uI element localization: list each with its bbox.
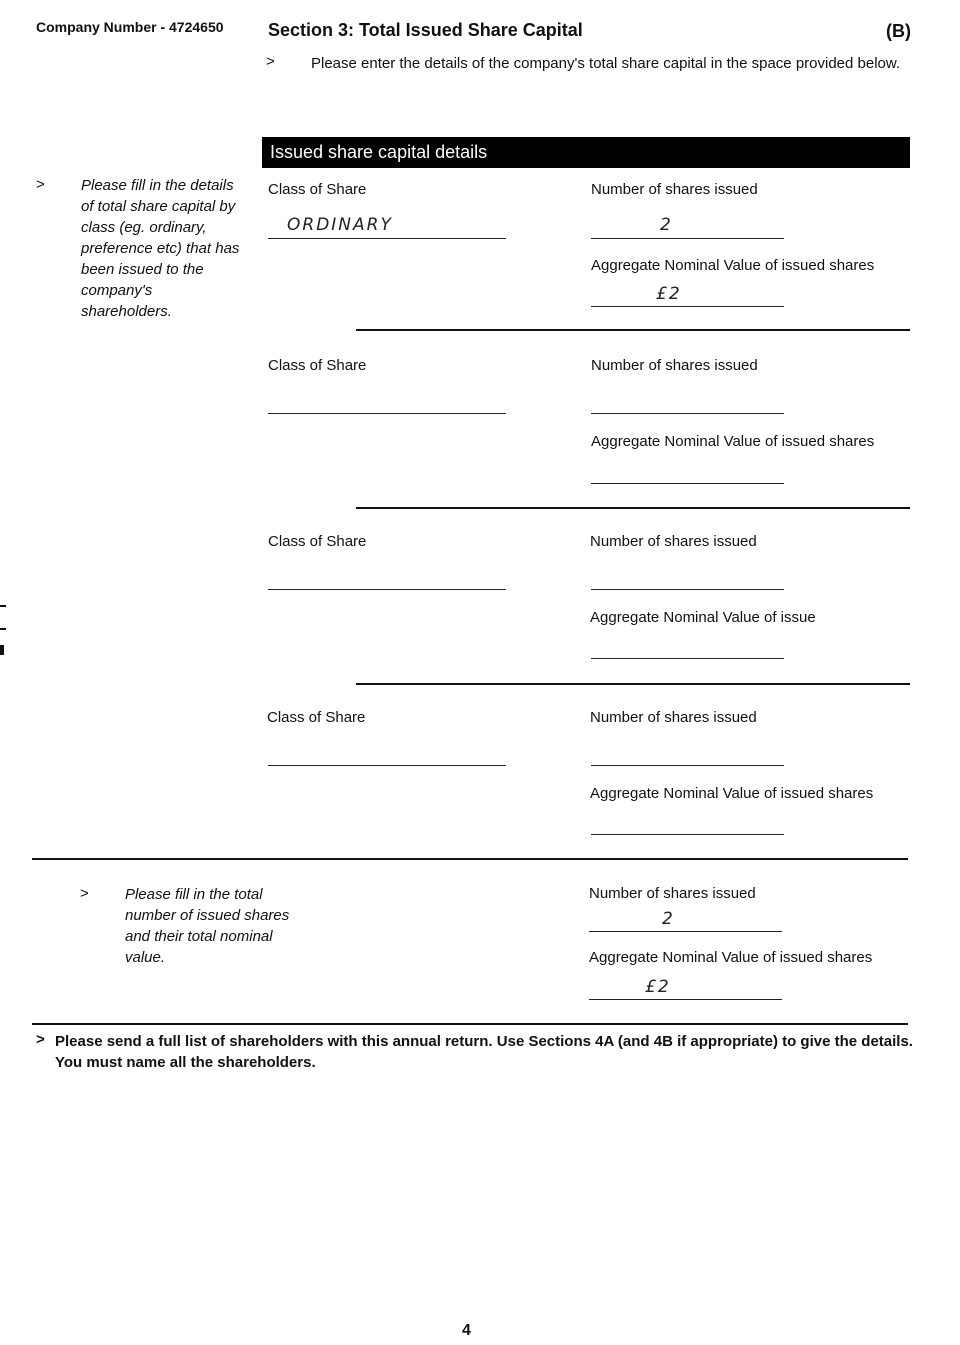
aggregate-nominal-field[interactable]: [591, 306, 784, 307]
intro-text: Please enter the details of the company's total share capital in the space provided below.: [311, 55, 901, 72]
section-code: (B): [886, 21, 911, 41]
hint-arrow-icon: >: [36, 176, 45, 193]
scan-margin-tick: [0, 645, 4, 655]
number-of-shares-field[interactable]: [591, 589, 784, 590]
scan-margin-mark: [0, 605, 6, 607]
total-aggregate-value[interactable]: £2: [645, 977, 671, 997]
class-of-share-label: Class of Share: [267, 709, 366, 726]
company-number: Company Number - 4724650: [36, 19, 224, 35]
number-of-shares-label: Number of shares issued: [590, 709, 757, 726]
totals-divider: [32, 858, 908, 860]
block-divider: [356, 683, 910, 685]
class-of-share-field[interactable]: [268, 765, 506, 766]
number-of-shares-field[interactable]: [591, 238, 784, 239]
aggregate-nominal-value[interactable]: £2: [656, 284, 682, 304]
class-of-share-field[interactable]: [268, 238, 506, 239]
block-divider: [356, 329, 910, 331]
aggregate-nominal-field[interactable]: [591, 658, 784, 659]
number-of-shares-label: Number of shares issued: [591, 181, 758, 198]
footer-note-text: Please send a full list of shareholders with this annual return. Use Sections 4A (and 4B if appropriate) to give the details. You must name all the shareholders.: [55, 1033, 913, 1071]
class-of-share-label: Class of Share: [268, 357, 367, 374]
totals-hint-text: Please fill in the total number of issued shares and their total nominal value.: [125, 886, 290, 966]
class-of-share-label: Class of Share: [268, 533, 367, 550]
number-of-shares-field[interactable]: [591, 765, 784, 766]
class-of-share-field[interactable]: [268, 413, 506, 414]
number-of-shares-field[interactable]: [591, 413, 784, 414]
intro-arrow-icon: >: [266, 53, 275, 70]
class-of-share-value[interactable]: ORDINARY: [287, 215, 393, 235]
page-number: 4: [462, 1322, 471, 1339]
scan-margin-mark: [0, 628, 6, 630]
total-aggregate-field[interactable]: [589, 999, 782, 1000]
side-hint-text: Please fill in the details of total share capital by class (eg. ordinary, preference etc) that has been issued to the company's shareholders.: [81, 177, 240, 320]
aggregate-nominal-field[interactable]: [591, 834, 784, 835]
number-of-shares-label: Number of shares issued: [591, 357, 758, 374]
aggregate-nominal-label: Aggregate Nominal Value of issued shares: [591, 257, 875, 274]
total-number-label: Number of shares issued: [589, 885, 756, 902]
footer-arrow-icon: >: [36, 1031, 45, 1048]
number-of-shares-label: Number of shares issued: [590, 533, 757, 550]
block-divider: [356, 507, 910, 509]
section-title: Section 3: Total Issued Share Capital: [268, 20, 583, 40]
class-of-share-field[interactable]: [268, 589, 506, 590]
total-number-value[interactable]: 2: [662, 909, 675, 929]
totals-arrow-icon: >: [80, 885, 89, 902]
number-of-shares-value[interactable]: 2: [660, 215, 673, 235]
class-of-share-label: Class of Share: [268, 181, 367, 198]
footer-divider: [32, 1023, 908, 1025]
aggregate-nominal-label: Aggregate Nominal Value of issue: [590, 609, 816, 626]
total-aggregate-label: Aggregate Nominal Value of issued shares: [589, 949, 873, 966]
aggregate-nominal-label: Aggregate Nominal Value of issued shares: [591, 433, 875, 450]
panel-heading: Issued share capital details: [262, 137, 910, 168]
total-number-field[interactable]: [589, 931, 782, 932]
aggregate-nominal-field[interactable]: [591, 483, 784, 484]
aggregate-nominal-label: Aggregate Nominal Value of issued shares: [590, 785, 874, 802]
